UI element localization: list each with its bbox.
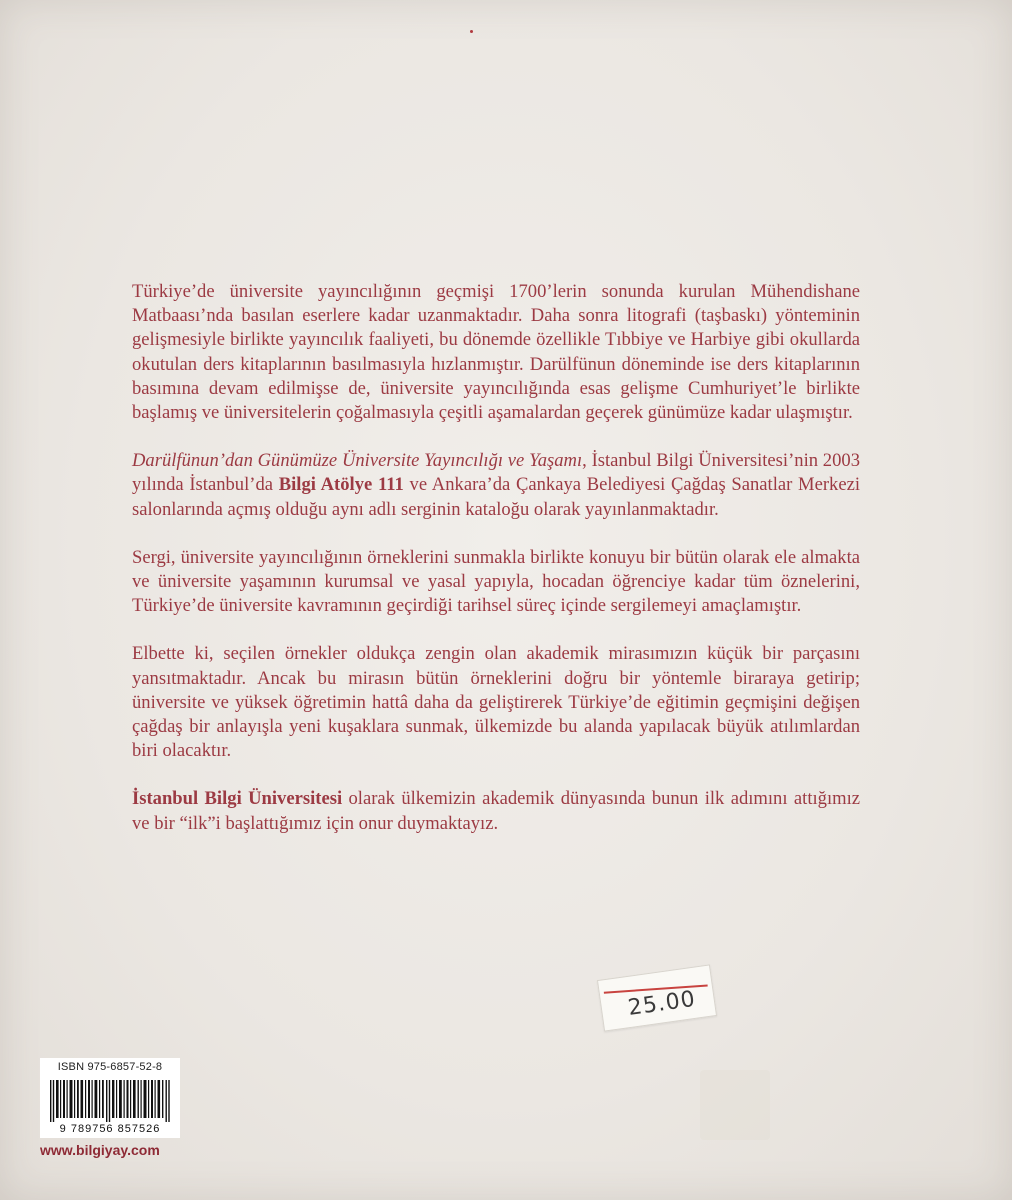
paragraph-history: Türkiye’de üniversite yayıncılığının geçmişi 1700’lerin sonunda kurulan Mühendishane Matbaası’nda basılan eserlere kadar uzanmaktadır. Daha sonra litografi (taşbaskı) yönteminin gelişmesiyle birlikte yayıncılık faaliyeti, bu dönemde özellikle Tıbbiye ve Harbiye gibi okullarda okutulan ders kitaplarının basılmasıyla hızlanmıştır. Darülfünun döneminde ise ders kitaplarının basımına devam edilmişse de, üniversite yayıncılığında esas gelişme Cumhuriyet’le birlikte başlamış ve üniversitelerin çoğalmasıyla çeşitli aşamalardan geçerek günümüze kadar ulaşmıştır. xyxy=(132,281,860,424)
paragraph-catalog-part2: ve Ankara’da Çankaya Belediyesi Çağdaş Sanatlar Merkezi salonlarında açmış olduğu aynı adlı serginin kataloğu olarak yayınlanmaktadır. xyxy=(132,474,860,520)
paragraph-catalog xyxy=(132,449,860,522)
faded-stamp xyxy=(700,1070,770,1140)
price-sticker xyxy=(597,964,717,1031)
paragraph-exhibition: Sergi, üniversite yayıncılığının örneklerini sunmakla birlikte konuyu bir bütün olarak ele almakta ve üniversite yaşamının kurumsal ve yasal yapıyla, hocadan öğrenciye kadar tüm öznelerini, Türkiye’de üniversite kavramının geçirdiği tarihsel süreç içinde sergilemeyi amaçlamıştır. xyxy=(132,546,860,617)
publisher-website: www.bilgiyay.com xyxy=(40,1142,160,1158)
barcode-icon xyxy=(50,1080,170,1122)
price-value: 25.00 xyxy=(626,986,698,1021)
ink-dot xyxy=(470,30,473,33)
isbn-barcode xyxy=(40,1058,180,1138)
cover-text-block xyxy=(132,280,860,836)
barcode-digits: 9 789756 857526 xyxy=(59,1123,161,1135)
isbn-label: ISBN 975-6857-52-8 xyxy=(40,1058,180,1076)
paragraph-catalog-part1: , İstanbul Bilgi Üniversitesi’nin 2003 yılında İstanbul’da xyxy=(132,450,860,496)
paragraph-heritage: Elbette ki, seçilen örnekler oldukça zengin olan akademik mirasımızın küçük bir parçasını yansıtmaktadır. Ancak bu mirasın bütün örneklerini doğru bir yöntemle biraraya getirip; üniversite ve yüksek öğretimin hattâ daha da geliştirerek Türkiye’de eğitimin geçmişini değişen çağdaş bir anlayışla yeni kuşaklara sunmak, ülkemizde bu alanda yapılacak büyük atılımlardan biri olacaktır. xyxy=(132,643,860,762)
barcode-box xyxy=(40,1076,180,1138)
paragraph-closing xyxy=(132,787,860,835)
paragraph-closing-rest: olarak ülkemizin akademik dünyasında bunun ilk adımını attığımız ve bir “ilk”i başlattığımız için onur duymaktayız. xyxy=(132,788,860,834)
venue-name: Bilgi Atölye 111 xyxy=(278,474,404,496)
book-title: Darülfünun’dan Günümüze Üniversite Yayıncılığı ve Yaşamı xyxy=(132,450,583,472)
university-name: İstanbul Bilgi Üniversitesi xyxy=(132,788,343,810)
